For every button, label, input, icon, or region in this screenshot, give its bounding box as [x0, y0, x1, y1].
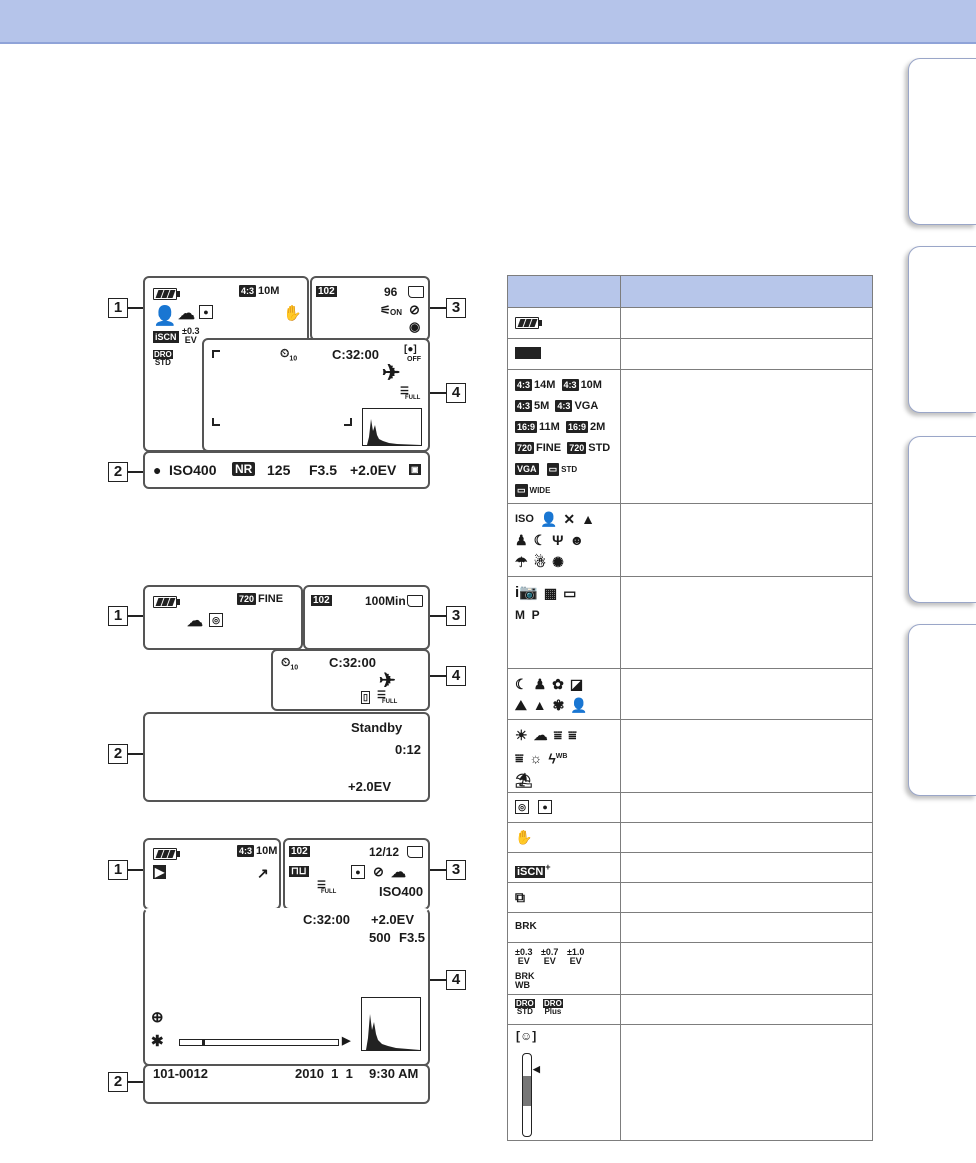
camera-shake-icons — [508, 823, 620, 846]
ev-step-unit: EV — [569, 956, 582, 966]
smile-shutter-icon: [☺] — [516, 1029, 537, 1043]
exposure-value: +2.0EV — [348, 779, 392, 794]
screen1-area4 — [202, 338, 430, 452]
leader-line — [128, 471, 143, 473]
table-cell-icon — [508, 1025, 621, 1141]
table-header-row — [508, 276, 873, 308]
area-label-1: 1 — [108, 860, 128, 880]
scene-portrait-icon: 👤 — [153, 306, 177, 327]
flash-wb-icon: $ϟ^{WB}$ — [548, 751, 568, 768]
camera-shake-icon: ✋ — [283, 305, 302, 322]
size-badge: 720 — [569, 443, 585, 454]
database-icon: ☰ — [377, 690, 386, 701]
image-size-icons — [508, 370, 620, 501]
table-cell-desc — [621, 504, 873, 577]
battery-time: C:32:00 — [329, 655, 376, 670]
table-cell-desc — [621, 1025, 873, 1141]
size-badge: VGA — [517, 464, 537, 475]
table-row — [508, 339, 873, 370]
rec-dot-icon: ● — [153, 462, 162, 478]
size-value: 14M — [534, 379, 556, 391]
aperture-value: F3.5 — [309, 462, 338, 478]
recording-time: 0:12 — [395, 742, 422, 757]
brk-wb-bottom: WB — [515, 980, 530, 990]
battery-icon — [515, 317, 539, 329]
table-row — [508, 577, 873, 669]
leader-line — [128, 307, 143, 309]
leader-line — [428, 615, 446, 617]
burst-icons — [508, 883, 620, 906]
table-cell-desc — [621, 943, 873, 995]
histogram-graph — [362, 998, 420, 1050]
folder-icon: 102 — [291, 846, 308, 857]
self-timer-icon: $⏲_{10}$ — [281, 655, 299, 672]
nr-icon: NR — [232, 462, 255, 476]
ev-unit: EV — [184, 335, 197, 345]
screen3-area3 — [283, 838, 430, 910]
aspect-badge: 4:3 — [239, 846, 253, 857]
dro-label: DRO — [544, 999, 562, 1008]
playback-icon: ▶ — [155, 865, 165, 879]
leader-line — [128, 869, 143, 871]
sports-icon: ✕ — [563, 511, 576, 527]
dro-plus: Plus — [544, 1007, 562, 1016]
intelligent-auto-icon: i📷 — [515, 584, 538, 602]
table-cell-icon — [508, 793, 621, 823]
table-row — [508, 913, 873, 943]
portrait-icon: 👤 — [570, 697, 588, 714]
ev-step-icon — [567, 948, 584, 966]
aperture-value: F3.5 — [399, 930, 426, 945]
recording-folder-icon: ✈ — [379, 670, 396, 692]
movie-mode-icon: ▦ — [543, 585, 558, 602]
size-value: 11M — [539, 421, 560, 433]
area-label-3: 3 — [446, 860, 466, 880]
dro-icons — [508, 995, 620, 1016]
image-count: 12/12 — [369, 845, 400, 859]
table-cell-icon — [508, 995, 621, 1025]
smile-off-label: OFF — [407, 356, 421, 363]
table-cell-icon — [508, 913, 621, 943]
size-badge: ▭ — [548, 463, 558, 474]
area-label-3: 3 — [446, 298, 466, 318]
cloudy-wb-icon: ☁ — [178, 304, 195, 323]
exposure-value: +2.0EV — [371, 912, 415, 927]
table-cell-desc — [621, 720, 873, 793]
dro-label: DRO — [516, 999, 534, 1008]
center-metering-icon: ◎ — [515, 800, 529, 814]
table-cell-desc — [621, 853, 873, 883]
area-label-3: 3 — [446, 606, 466, 626]
battery-time: C:32:00 — [332, 347, 379, 362]
dro-std-icon — [515, 1000, 535, 1016]
self-timer-value: 10 — [289, 355, 298, 363]
white-balance-icons — [508, 720, 620, 791]
recognition-icons — [508, 669, 620, 717]
playback-date: 2010 1 1 — [295, 1066, 353, 1081]
area-label-1: 1 — [108, 298, 128, 318]
table-row — [508, 720, 873, 793]
area-label-4: 4 — [446, 383, 466, 403]
area-label-4: 4 — [446, 666, 466, 686]
quality-value: FINE — [258, 593, 284, 605]
leader-line — [128, 1081, 143, 1083]
smile-sensitivity-level — [523, 1076, 531, 1106]
brk-wb-top: BRK — [515, 971, 535, 981]
standby-label: Standby — [351, 720, 403, 735]
table-row — [508, 793, 873, 823]
battery-time: C:32:00 — [303, 912, 350, 927]
size-badge: 16:9 — [517, 422, 536, 433]
smile-shutter-icon: [●] — [404, 344, 417, 355]
image-size — [237, 845, 277, 857]
area-label-2: 2 — [108, 744, 128, 764]
focus-frame-corner — [344, 418, 352, 426]
table-row — [508, 995, 873, 1025]
database-full-label: FULL — [405, 395, 421, 401]
self-timer-icon: $⏲_{10}$ — [280, 346, 298, 363]
cloudy-wb-icon: ☁ — [187, 613, 203, 630]
focus-frame-corner — [212, 350, 220, 358]
histogram — [362, 408, 422, 446]
ev-step-value: ±1.0 — [566, 947, 585, 957]
table-cell-icon — [508, 823, 621, 853]
battery-icon — [153, 288, 177, 300]
brk-wb-icon — [515, 972, 614, 990]
landscape-icon: ▲ — [532, 697, 547, 714]
shutter-speed: 500 — [369, 930, 391, 945]
size-badge: 16:9 — [567, 422, 586, 433]
remaining-count: 96 — [384, 285, 398, 299]
cloudy-icon: ☁ — [533, 727, 548, 743]
memory-card-icon — [407, 846, 423, 858]
table-row — [508, 1025, 873, 1141]
dro-plus-icon — [543, 1000, 563, 1016]
af-illuminator-icon: ⚟ — [380, 303, 391, 317]
exposure-value: +2.0EV — [350, 462, 397, 478]
metering-multi-icon: ▣ — [411, 465, 419, 474]
iscn-icons: iSCN + — [517, 862, 551, 878]
table-row — [508, 308, 873, 339]
gear-icon: ✱ — [151, 1033, 164, 1050]
recording-folder-icon: ✈ — [382, 360, 401, 385]
playback-time: 9:30 AM — [369, 1066, 419, 1081]
beach-icon: ☂ — [515, 553, 528, 570]
size-value: WIDE — [529, 486, 551, 495]
focus-frame-corner — [212, 418, 220, 426]
table-cell-icon — [508, 853, 621, 883]
table-row — [508, 853, 873, 883]
histogram-graph — [363, 409, 421, 445]
night-scene-icon: ☾ — [515, 676, 528, 692]
database-icon: ☰ — [317, 880, 326, 891]
ev-step-icon — [515, 948, 532, 966]
table-cell-desc — [621, 308, 873, 339]
table-cell-desc — [621, 793, 873, 823]
histogram — [361, 997, 421, 1051]
table-cell-icon — [508, 943, 621, 995]
screen1-area3 — [310, 276, 430, 341]
icon-legend-table — [507, 275, 873, 1141]
movie-quality — [237, 593, 283, 605]
gourmet-icon: Ψ — [552, 532, 564, 549]
fluorescent2-icon: ⩸ — [568, 727, 577, 743]
size-value: 2M — [589, 421, 606, 433]
header-band — [0, 0, 976, 42]
ev-step-unit: EV — [517, 956, 530, 966]
landscape-icon: ▲ — [581, 511, 595, 527]
spot-metering-icon: ● — [538, 800, 552, 814]
metering-icons — [508, 793, 620, 816]
table-header-cell — [508, 276, 621, 308]
macro-icon: ✾ — [552, 697, 565, 714]
ev-step-icon — [541, 948, 558, 966]
table-row — [508, 504, 873, 577]
print-icon: ↗ — [257, 865, 269, 881]
snow-icon: ☃ — [533, 553, 547, 570]
quality-badge: 720 — [239, 594, 255, 605]
scene-icons — [508, 504, 620, 573]
table-cell-icon — [508, 720, 621, 793]
size-value: STD — [588, 442, 611, 454]
backlight-portrait-icon: ✿ — [552, 676, 564, 692]
size-badge: 4:3 — [557, 401, 571, 412]
memory-card-icon — [408, 286, 424, 298]
size-value: STD — [561, 465, 578, 474]
dro-label: DRO — [154, 350, 172, 359]
landscape-portrait-icon: ⛰ — [515, 697, 527, 714]
image-size-value: 10M — [258, 285, 280, 297]
burst-icon: ⧉ — [515, 889, 525, 906]
center-metering-icon: ◎ — [209, 613, 223, 627]
database-full-label: FULL — [382, 699, 398, 705]
side-tab-4[interactable] — [908, 624, 976, 796]
wind-noise-icon: ▯ — [363, 692, 368, 702]
leader-line — [128, 615, 143, 617]
screen2-area1 — [143, 585, 303, 650]
ev-step-value: ±0.3 — [515, 947, 533, 957]
mode-icons — [508, 577, 620, 627]
table-row — [508, 823, 873, 853]
play-arrow-icon: ▶ — [342, 1035, 351, 1047]
cloudy-wb-icon: ☁ — [391, 864, 406, 881]
table-cell-icon — [508, 339, 621, 370]
flash-off-icon: ⊘ — [373, 864, 384, 879]
red-eye-icon: ◉ — [409, 319, 421, 334]
screen3-area2 — [143, 1064, 430, 1104]
folder-icon: 102 — [313, 595, 330, 606]
playback-bar — [179, 1039, 339, 1046]
size-badge: 4:3 — [563, 380, 577, 391]
table-cell-desc — [621, 995, 873, 1025]
portrait-icon: 👤 — [539, 511, 558, 527]
night-icon: ☾ — [533, 532, 547, 549]
brk-label: BRK — [515, 921, 537, 932]
fireworks-icon: ✺ — [552, 553, 564, 570]
smile-detection-icons — [508, 1025, 620, 1140]
battery-low-icon — [515, 347, 541, 359]
self-timer-value: 10 — [290, 664, 299, 672]
area-label-1: 1 — [108, 606, 128, 626]
leader-line — [428, 392, 446, 394]
camera-shake-icon: ✋ — [515, 829, 533, 846]
leader-line — [428, 869, 446, 871]
ev-step-value: ±0.7 — [540, 947, 559, 957]
dro-mode: STD — [154, 358, 171, 367]
size-value: 5M — [534, 400, 550, 412]
burst-icon: ⊓⊔ — [291, 866, 307, 877]
folder-icon: 102 — [318, 286, 335, 297]
screen3-area1 — [143, 838, 281, 910]
compass-icon: ⊕ — [151, 1009, 164, 1026]
table-cell-desc — [621, 339, 873, 370]
iso-value: ISO400 — [169, 462, 217, 478]
size-badge: 4:3 — [517, 380, 531, 391]
image-size-value: 10M — [256, 845, 278, 857]
side-tab-1[interactable] — [908, 58, 976, 225]
leader-line — [428, 307, 446, 309]
table-cell-desc — [621, 913, 873, 943]
ev-bracket-icons — [508, 943, 620, 990]
file-number: 101-0012 — [153, 1066, 208, 1081]
night-portrait-icon: ♟ — [533, 676, 547, 692]
battery-icon — [153, 848, 177, 860]
fluorescent1-icon: ⩸ — [553, 727, 563, 743]
table-cell-desc — [621, 883, 873, 913]
leader-line — [428, 979, 446, 981]
screen3-area4 — [143, 908, 430, 1066]
screen2-area3 — [303, 585, 430, 650]
af-illuminator-on: ON — [390, 308, 402, 317]
table-cell-icon — [508, 883, 621, 913]
dro-std: STD — [516, 1007, 533, 1016]
shutter-speed: 125 — [267, 462, 291, 478]
screen2-area2 — [143, 712, 430, 802]
flash-off-icon: ⊘ — [409, 302, 420, 317]
backlight-icon: ◪ — [569, 676, 584, 692]
incandescent-icon: ☼ — [529, 749, 543, 766]
playback-position — [202, 1039, 205, 1046]
table-row — [508, 669, 873, 720]
leader-line — [428, 675, 446, 677]
gauge-pointer-icon: ◀ — [533, 1064, 540, 1074]
table-cell-desc — [621, 669, 873, 720]
table-cell-icon — [508, 308, 621, 339]
iscn-icon: iSCN — [155, 332, 177, 342]
area-label-2: 2 — [108, 1072, 128, 1092]
database-full-label: FULL — [321, 889, 337, 895]
size-badge: ▭ — [517, 484, 526, 495]
aspect-badge: 4:3 — [241, 286, 255, 297]
spot-metering-icon: ● — [351, 865, 365, 879]
size-badge: 720 — [517, 443, 533, 454]
pet-icon: ☻ — [569, 532, 585, 549]
table-cell-desc — [621, 370, 873, 504]
size-value: FINE — [536, 442, 562, 454]
area-label-2: 2 — [108, 462, 128, 482]
table-cell-icon — [508, 577, 621, 669]
table-header-cell — [621, 276, 873, 308]
ev-step-value: ±0.3 — [182, 326, 200, 336]
dro-icon — [153, 351, 173, 367]
iso-value: ISO400 — [379, 884, 424, 899]
table-cell-desc — [621, 823, 873, 853]
size-value: VGA — [574, 400, 599, 412]
image-size — [239, 285, 279, 297]
size-badge: 4:3 — [517, 401, 531, 412]
table-row — [508, 943, 873, 995]
table-row — [508, 883, 873, 913]
smile-sensitivity-gauge — [522, 1053, 532, 1137]
side-tab-3[interactable] — [908, 436, 976, 603]
table-cell-desc — [621, 577, 873, 669]
iso-auto-icon: ISO — [515, 513, 534, 525]
table-cell-icon — [508, 504, 621, 577]
fluorescent3-icon: ⩸ — [515, 749, 524, 766]
header-rule — [0, 42, 976, 44]
daylight-icon: ☀ — [515, 727, 528, 743]
table-cell-icon — [508, 370, 621, 504]
remaining-time: 100Min — [365, 594, 406, 608]
table-cell-icon — [508, 669, 621, 720]
area-label-4: 4 — [446, 970, 466, 990]
side-tab-2[interactable] — [908, 246, 976, 413]
battery-icon — [153, 596, 177, 608]
table-row — [508, 370, 873, 504]
wb-sub: WB — [555, 753, 568, 761]
screen2-area4 — [271, 649, 430, 711]
manual-program-letters: M P — [515, 608, 540, 623]
custom-wb-icon: ⛱ — [515, 772, 533, 789]
sweep-panorama-icon: ▭ — [563, 585, 577, 602]
ev-step-unit: EV — [543, 956, 556, 966]
database-icon: ☰ — [400, 386, 409, 397]
twilight-portrait-icon: ♟ — [515, 532, 528, 549]
size-value: 10M — [580, 379, 602, 391]
iscn-plus-icon: iSCN — [517, 865, 544, 878]
memory-card-icon — [407, 595, 423, 607]
screen1-area2 — [143, 451, 430, 489]
leader-line — [128, 753, 143, 755]
spot-metering-icon: ● — [199, 305, 213, 319]
ev-bracket-step — [182, 327, 199, 345]
